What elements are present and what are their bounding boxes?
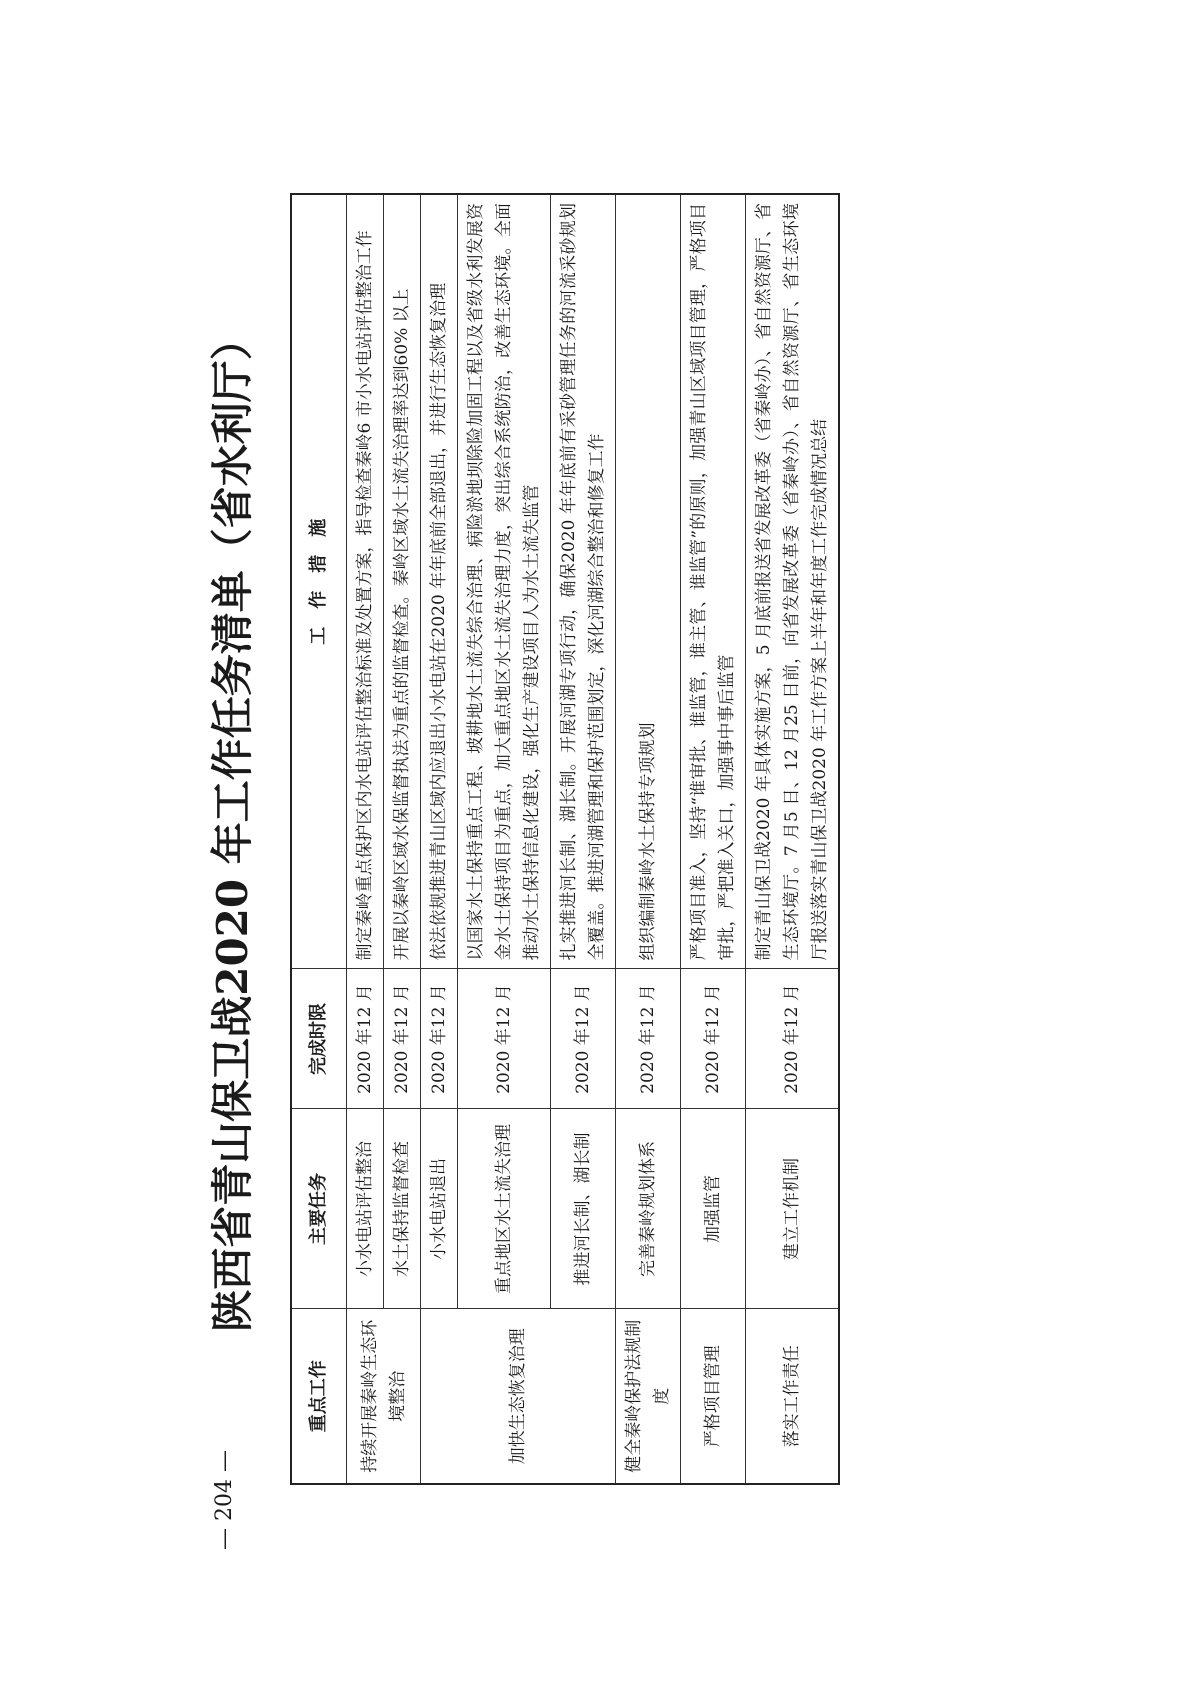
measure-cell: 开展以秦岭区域水保监督执法为重点的监督检查。秦岭区域水土流失治理率达到60% 以上 <box>384 194 421 969</box>
measure-cell: 制定青山保卫战2020 年具体实施方案，5 月底前报送省发展改革委（省秦岭办）、省自然资源厅、省生态环境厅。7 月5 日、12 月25 日前，向省发展改革委（省秦岭办）、省自然资源厅、省生态环境厅报送落实青山保卫战2020 年工作方案上半年和年度工作完成情况总结 <box>746 194 840 969</box>
task-cell: 水土保持监督检查 <box>384 1109 421 1309</box>
table-row <box>347 194 384 1484</box>
task-cell: 小水电站评估整治 <box>347 1109 384 1309</box>
header-main-task: 主要任务 <box>291 1109 347 1309</box>
rotated-page-content <box>195 165 1045 1485</box>
measure-cell: 依法依规推进青山区域内应退出小水电站在2020 年年底前全部退出，并进行生态恢复治理 <box>421 194 458 969</box>
table-row <box>384 194 421 1484</box>
deadline-cell: 2020 年12 月 <box>347 969 384 1109</box>
deadline-cell: 2020 年12 月 <box>551 969 616 1109</box>
page-number: — 204 — <box>212 1450 237 1550</box>
table-header-row <box>291 194 347 1484</box>
measure-cell: 扎实推进河长制、湖长制。开展河湖专项行动，确保2020 年年底前有采砂管理任务的河流采砂规划全覆盖。推进河湖管理和保护范围划定，深化河湖综合整治和修复工作 <box>551 194 616 969</box>
measure-cell: 组织编制秦岭水土保持专项规划 <box>616 194 681 969</box>
deadline-cell: 2020 年12 月 <box>421 969 458 1109</box>
document-title: 陕西省青山保卫战2020 年工作任务清单（省水利厅） <box>208 318 257 1332</box>
header-measures: 工 作 措 施 <box>291 194 347 969</box>
measure-cell: 制定秦岭重点保护区内水电站评估整治标准及处置方案，指导检查秦岭6 市小水电站评估整治工作 <box>347 194 384 969</box>
task-cell: 加强监管 <box>681 1109 746 1309</box>
header-key-work: 重点工作 <box>291 1309 347 1484</box>
deadline-cell: 2020 年12 月 <box>616 969 681 1109</box>
task-table <box>290 193 840 1485</box>
task-cell: 推进河长制、湖长制 <box>551 1109 616 1309</box>
table-row <box>458 194 551 1484</box>
measure-cell: 严格项目准入，坚持“谁审批、谁监管，谁主管、谁监管”的原则，加强青山区域项目管理，严格项目审批，严把准入关口，加强事中事后监管 <box>681 194 746 969</box>
task-cell: 小水电站退出 <box>421 1109 458 1309</box>
table-row <box>616 194 681 1484</box>
task-cell: 完善秦岭规划体系 <box>616 1109 681 1309</box>
header-deadline: 完成时限 <box>291 969 347 1109</box>
measure-cell: 以国家水土保持重点工程、坡耕地水土流失综合治理、病险淤地坝除险加固工程以及省级水利发展资金水土保持项目为重点，加大重点地区水土流失治理力度，突出综合系统防治，改善生态环境。全面推动水土保持信息化建设，强化生产建设项目人为水土流失监管 <box>458 194 551 969</box>
table-row <box>746 194 840 1484</box>
task-cell: 建立工作机制 <box>746 1109 840 1309</box>
key-work-cell: 加快生态恢复治理 <box>421 1309 616 1484</box>
deadline-cell: 2020 年12 月 <box>681 969 746 1109</box>
key-work-cell: 持续开展秦岭生态环境整治 <box>347 1309 421 1484</box>
table-row <box>681 194 746 1484</box>
deadline-cell: 2020 年12 月 <box>746 969 840 1109</box>
key-work-cell: 落实工作责任 <box>746 1309 840 1484</box>
key-work-cell: 健全秦岭保护法规制度 <box>616 1309 681 1484</box>
table-row <box>421 194 458 1484</box>
table-row <box>551 194 616 1484</box>
task-cell: 重点地区水土流失治理 <box>458 1109 551 1309</box>
key-work-cell: 严格项目管理 <box>681 1309 746 1484</box>
deadline-cell: 2020 年12 月 <box>458 969 551 1109</box>
deadline-cell: 2020 年12 月 <box>384 969 421 1109</box>
